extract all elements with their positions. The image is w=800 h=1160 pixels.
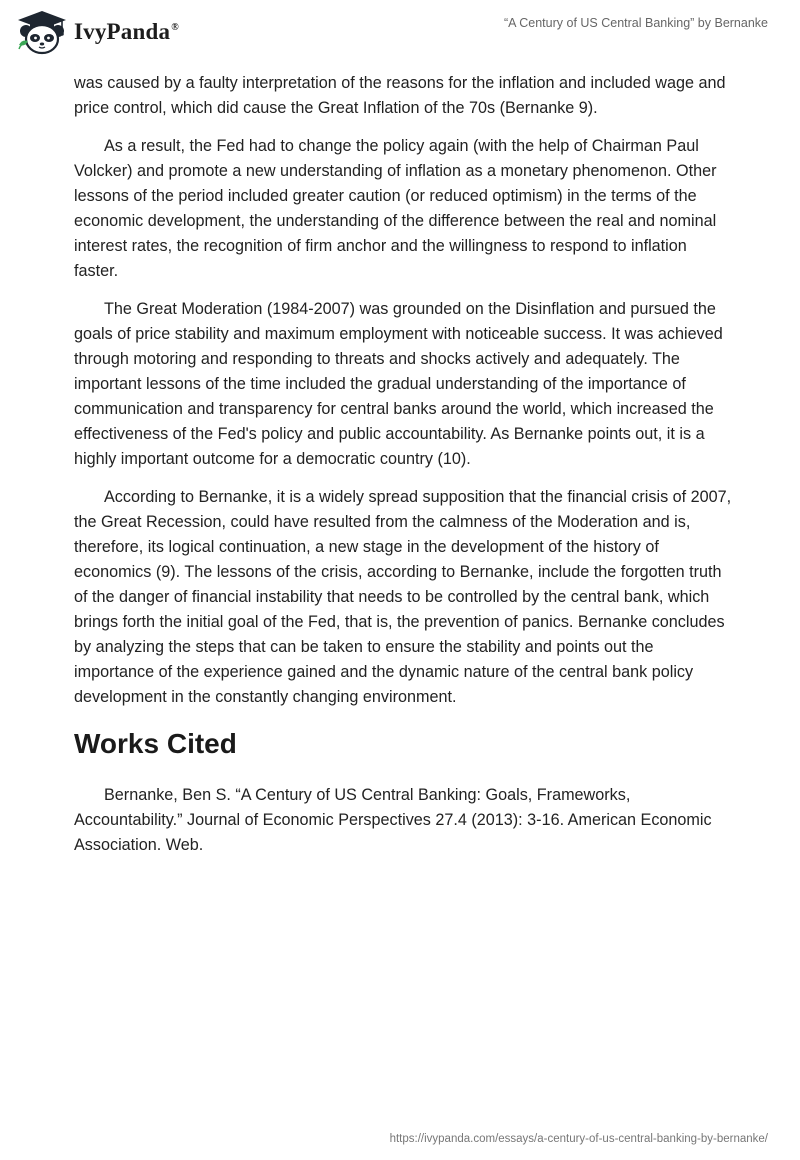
paragraph-4: According to Bernanke, it is a widely spread supposition that the financial crisis of 2007, the Great Recession, could have resulted from the calmness of the Moderation and is, therefore, its logical continuation, a new stage in the development of the history of economics (9). The lessons of the crisis, according to Bernanke, include the forgotten truth of the danger of financial instability that needs to be controlled by the central bank, which brings forth the initial goal of the Fed, that is, the prevention of panics. Bernanke concludes by analyzing the steps that can be taken to ensure the stability and points out the importance of the experience gained and the dynamic nature of the central bank policy development in the constantly changing environment. — [74, 488, 732, 706]
page-header — [0, 0, 800, 66]
essay-content — [74, 71, 734, 858]
logo-wordmark: IvyPanda — [74, 19, 171, 44]
citation-entry: Bernanke, Ben S. “A Century of US Central Banking: Goals, Frameworks, Accountability.” Journal of Economic Perspectives 27.4 (2013): 3-16. American Economic Association. Web. — [74, 786, 712, 854]
ivypanda-logo[interactable] — [16, 9, 179, 55]
registered-mark: ® — [171, 22, 179, 34]
document-title: “A Century of US Central Banking” by Bernanke — [503, 16, 768, 30]
logo-text — [74, 19, 179, 45]
paragraph-2: As a result, the Fed had to change the policy again (with the help of Chairman Paul Volcker) and promote a new understanding of inflation as a monetary phenomenon. Other lessons of the period included greater caution (or reduced optimism) in the terms of the economic development, the understanding of the difference between the real and nominal interest rates, the recognition of firm anchor and the willingness to respond to inflation faster. — [74, 137, 717, 280]
paragraph-3: The Great Moderation (1984-2007) was grounded on the Disinflation and pursued the goals of price stability and maximum employment with noticeable success. It was achieved through motoring and responding to threats and shocks actively and adequately. The important lessons of the time included the gradual understanding of the importance of communication and transparency for central banks around the world, which increased the effectiveness of the Fed's policy and public accountability. As Bernanke points out, it is a highly important outcome for a democratic country (10). — [74, 300, 723, 468]
panda-graduate-icon — [16, 9, 68, 55]
paragraph-1: was caused by a faulty interpretation of the reasons for the inflation and included wage and price control, which did cause the Great Inflation of the 70s (Bernanke 9). — [74, 74, 726, 117]
works-cited-heading: Works Cited — [74, 728, 237, 759]
source-url-link[interactable]: https://ivypanda.com/essays/a-century-of-us-central-banking-by-bernanke/ — [389, 1133, 768, 1145]
